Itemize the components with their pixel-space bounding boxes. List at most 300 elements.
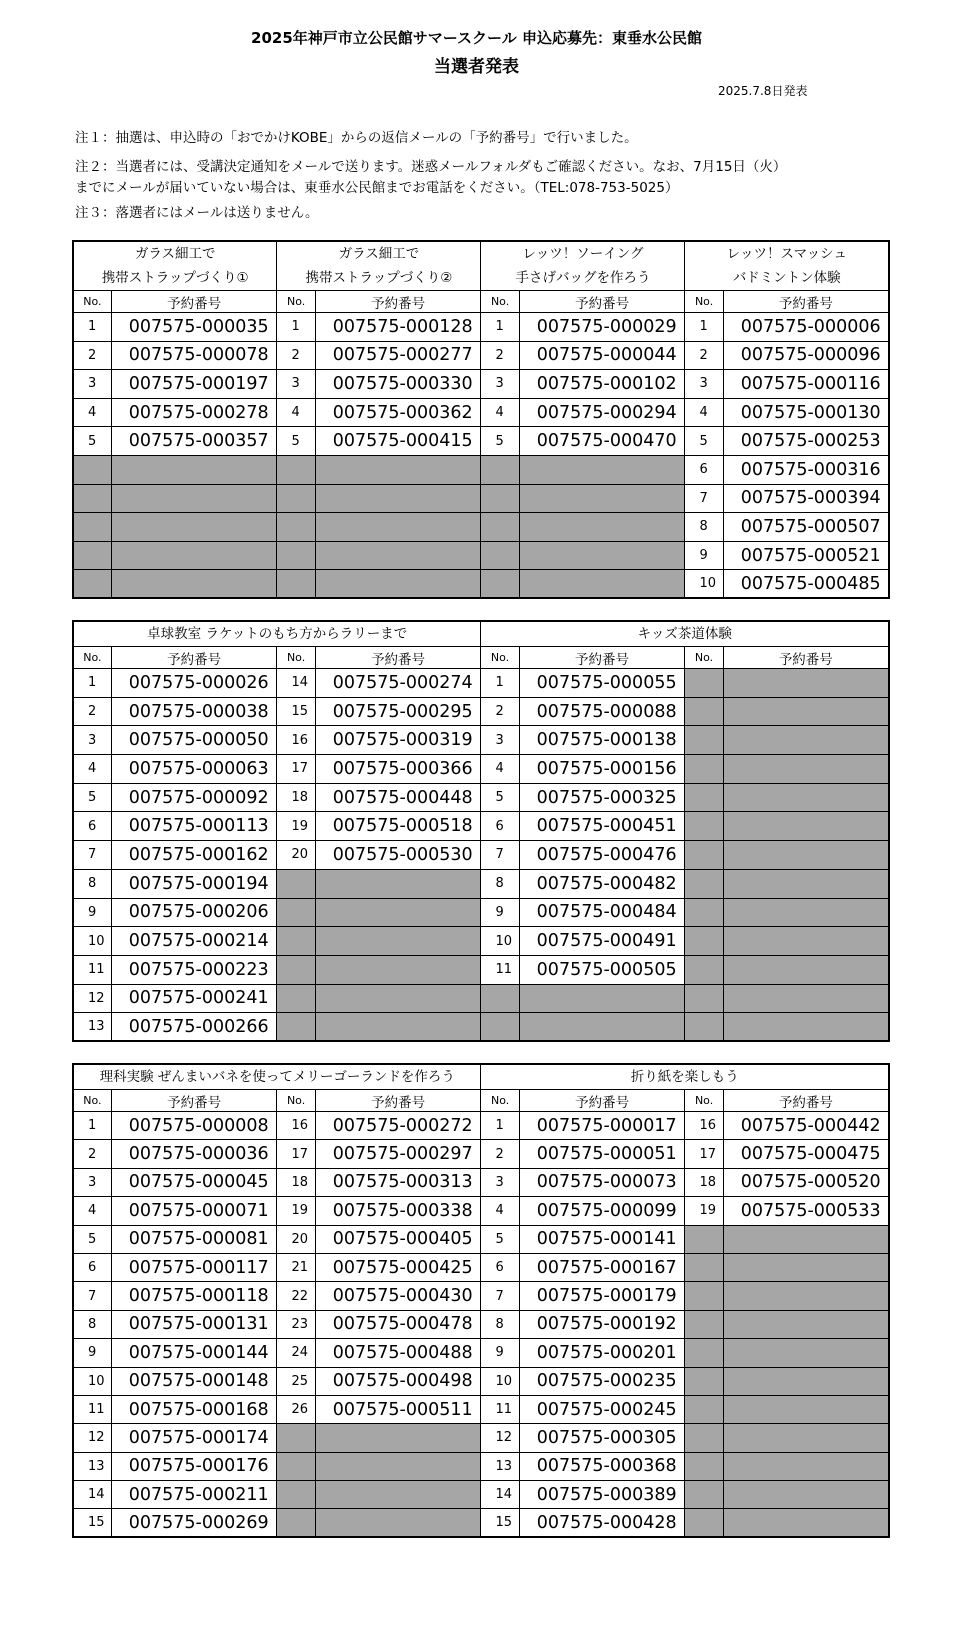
empty-cell (315, 455, 481, 484)
table-row (73, 313, 889, 342)
table-row (73, 1339, 889, 1367)
course-title: レッツ！スマッシュ (685, 241, 889, 266)
row-number: 5 (73, 783, 111, 812)
reservation-number: 007575-000521 (723, 541, 889, 570)
row-number: 20 (277, 1225, 315, 1253)
row-number: 2 (73, 697, 111, 726)
row-number: 10 (481, 1367, 519, 1395)
row-number: 26 (277, 1395, 315, 1423)
reservation-number: 007575-000138 (519, 726, 685, 755)
empty-cell (111, 570, 277, 599)
empty-cell (73, 484, 111, 513)
empty-cell (723, 927, 889, 956)
row-number: 2 (481, 1140, 519, 1168)
reservation-number: 007575-000269 (111, 1509, 277, 1537)
empty-cell (685, 669, 723, 698)
reservation-number: 007575-000128 (315, 313, 481, 342)
empty-cell (685, 927, 723, 956)
row-number: 14 (481, 1481, 519, 1509)
reservation-number: 007575-000491 (519, 927, 685, 956)
empty-cell (723, 1452, 889, 1480)
table-row (73, 398, 889, 427)
col-no-header: No. (481, 291, 519, 313)
row-number: 9 (685, 541, 723, 570)
empty-cell (723, 841, 889, 870)
reservation-number: 007575-000223 (111, 955, 277, 984)
row-number: 11 (481, 955, 519, 984)
row-number: 12 (73, 984, 111, 1013)
table-row (73, 1452, 889, 1480)
course-title: 携帯ストラップづくり① (73, 266, 277, 291)
empty-cell (723, 1481, 889, 1509)
row-number: 10 (73, 1367, 111, 1395)
reservation-number: 007575-000130 (723, 398, 889, 427)
reservation-number: 007575-000357 (111, 427, 277, 456)
empty-cell (685, 955, 723, 984)
empty-cell (73, 541, 111, 570)
col-reservation-header: 予約番号 (723, 1090, 889, 1112)
course-title: 理科実験 ぜんまいバネを使ってメリーゴーランドを作ろう (73, 1064, 481, 1090)
reservation-number: 007575-000051 (519, 1140, 685, 1168)
reservation-number: 007575-000274 (315, 669, 481, 698)
empty-cell (315, 1424, 481, 1452)
empty-cell (315, 1481, 481, 1509)
row-number: 1 (277, 313, 315, 342)
reservation-number: 007575-000488 (315, 1339, 481, 1367)
empty-cell (519, 455, 685, 484)
empty-cell (519, 513, 685, 542)
empty-cell (685, 1367, 723, 1395)
course-title: ガラス細工で (73, 241, 277, 266)
row-number: 7 (73, 1282, 111, 1310)
empty-cell (723, 755, 889, 784)
table-row (73, 1197, 889, 1225)
course-table-2 (72, 620, 890, 1042)
empty-cell (111, 484, 277, 513)
empty-cell (277, 984, 315, 1013)
reservation-number: 007575-000118 (111, 1282, 277, 1310)
reservation-number: 007575-000117 (111, 1253, 277, 1281)
empty-cell (315, 898, 481, 927)
table-row (73, 1424, 889, 1452)
reservation-number: 007575-000484 (519, 898, 685, 927)
table-row (73, 1509, 889, 1537)
reservation-number: 007575-000362 (315, 398, 481, 427)
reservation-number: 007575-000476 (519, 841, 685, 870)
row-number: 1 (481, 1112, 519, 1140)
course-title: ガラス細工で (277, 241, 481, 266)
reservation-number: 007575-000167 (519, 1253, 685, 1281)
reservation-number: 007575-000214 (111, 927, 277, 956)
row-number: 9 (73, 1339, 111, 1367)
empty-cell (481, 541, 519, 570)
empty-cell (685, 726, 723, 755)
empty-cell (723, 1253, 889, 1281)
reservation-number: 007575-000102 (519, 370, 685, 399)
col-reservation-header: 予約番号 (723, 647, 889, 669)
row-number: 4 (481, 755, 519, 784)
reservation-number: 007575-000096 (723, 341, 889, 370)
row-number: 2 (481, 341, 519, 370)
reservation-number: 007575-000006 (723, 313, 889, 342)
note-2-line-1: 注２：当選者には、受講決定通知をメールで送ります。迷惑メールフォルダもご確認ください。なお、7月15日（火） (75, 159, 787, 175)
row-number: 17 (685, 1140, 723, 1168)
reservation-number: 007575-000038 (111, 697, 277, 726)
row-number: 17 (277, 755, 315, 784)
reservation-number: 007575-000507 (723, 513, 889, 542)
table-row (73, 1367, 889, 1395)
empty-cell (723, 726, 889, 755)
row-number: 15 (481, 1509, 519, 1537)
reservation-number: 007575-000518 (315, 812, 481, 841)
empty-cell (685, 1339, 723, 1367)
reservation-number: 007575-000505 (519, 955, 685, 984)
empty-cell (315, 570, 481, 599)
reservation-number: 007575-000294 (519, 398, 685, 427)
row-number: 3 (73, 1168, 111, 1196)
empty-cell (723, 898, 889, 927)
col-no-header: No. (685, 291, 723, 313)
col-no-header: No. (73, 647, 111, 669)
row-number: 3 (481, 726, 519, 755)
empty-cell (481, 484, 519, 513)
empty-cell (481, 570, 519, 599)
course-title: 携帯ストラップづくり② (277, 266, 481, 291)
row-number: 23 (277, 1310, 315, 1338)
table-row (73, 1168, 889, 1196)
course-title: 手さげバッグを作ろう (481, 266, 685, 291)
table-row (73, 955, 889, 984)
empty-cell (315, 513, 481, 542)
table-row (73, 1225, 889, 1253)
row-number: 14 (277, 669, 315, 698)
row-number: 11 (73, 1395, 111, 1423)
row-number: 18 (685, 1168, 723, 1196)
empty-cell (315, 927, 481, 956)
empty-cell (723, 1509, 889, 1537)
table-row (73, 1013, 889, 1042)
row-number: 17 (277, 1140, 315, 1168)
empty-cell (481, 1013, 519, 1042)
reservation-number: 007575-000278 (111, 398, 277, 427)
row-number: 25 (277, 1367, 315, 1395)
empty-cell (277, 1013, 315, 1042)
empty-cell (685, 898, 723, 927)
reservation-number: 007575-000430 (315, 1282, 481, 1310)
col-no-header: No. (73, 291, 111, 313)
reservation-number: 007575-000366 (315, 755, 481, 784)
empty-cell (723, 984, 889, 1013)
reservation-number: 007575-000008 (111, 1112, 277, 1140)
empty-cell (315, 869, 481, 898)
table-row (73, 755, 889, 784)
row-number: 5 (73, 1225, 111, 1253)
empty-cell (685, 755, 723, 784)
note-3: 注３：落選者にはメールは送りません。 (75, 205, 319, 221)
col-reservation-header: 予約番号 (519, 1090, 685, 1112)
reservation-number: 007575-000063 (111, 755, 277, 784)
row-number: 2 (73, 341, 111, 370)
reservation-number: 007575-000156 (519, 755, 685, 784)
reservation-number: 007575-000325 (519, 783, 685, 812)
empty-cell (685, 841, 723, 870)
row-number: 3 (481, 370, 519, 399)
col-no-header: No. (277, 647, 315, 669)
empty-cell (685, 783, 723, 812)
empty-cell (723, 1424, 889, 1452)
row-number: 13 (73, 1452, 111, 1480)
table-row (73, 1112, 889, 1140)
empty-cell (315, 1013, 481, 1042)
table-row (73, 541, 889, 570)
row-number: 16 (685, 1112, 723, 1140)
row-number: 4 (481, 398, 519, 427)
empty-cell (723, 783, 889, 812)
row-number: 9 (73, 898, 111, 927)
row-number: 5 (277, 427, 315, 456)
row-number: 8 (73, 1310, 111, 1338)
empty-cell (277, 869, 315, 898)
row-number: 8 (685, 513, 723, 542)
empty-cell (723, 955, 889, 984)
row-number: 24 (277, 1339, 315, 1367)
empty-cell (685, 1452, 723, 1480)
empty-cell (723, 1367, 889, 1395)
row-number: 16 (277, 1112, 315, 1140)
row-number: 5 (481, 1225, 519, 1253)
reservation-number: 007575-000425 (315, 1253, 481, 1281)
table-row (73, 697, 889, 726)
reservation-number: 007575-000428 (519, 1509, 685, 1537)
row-number: 19 (685, 1197, 723, 1225)
reservation-number: 007575-000405 (315, 1225, 481, 1253)
table-row (73, 484, 889, 513)
empty-cell (519, 484, 685, 513)
reservation-number: 007575-000272 (315, 1112, 481, 1140)
row-number: 18 (277, 783, 315, 812)
row-number: 1 (685, 313, 723, 342)
reservation-number: 007575-000253 (723, 427, 889, 456)
empty-cell (277, 455, 315, 484)
table-row (73, 1395, 889, 1423)
reservation-number: 007575-000448 (315, 783, 481, 812)
row-number: 4 (73, 398, 111, 427)
table-row (73, 1481, 889, 1509)
empty-cell (277, 484, 315, 513)
empty-cell (277, 927, 315, 956)
row-number: 11 (481, 1395, 519, 1423)
table-row (73, 812, 889, 841)
empty-cell (723, 812, 889, 841)
table-row (73, 1253, 889, 1281)
empty-cell (277, 1481, 315, 1509)
table-row (73, 783, 889, 812)
empty-cell (685, 812, 723, 841)
empty-cell (111, 455, 277, 484)
reservation-number: 007575-000141 (519, 1225, 685, 1253)
reservation-number: 007575-000482 (519, 869, 685, 898)
page-subtitle: 当選者発表 (434, 57, 519, 77)
row-number: 2 (73, 1140, 111, 1168)
empty-cell (519, 1013, 685, 1042)
empty-cell (723, 869, 889, 898)
reservation-number: 007575-000035 (111, 313, 277, 342)
reservation-number: 007575-000045 (111, 1168, 277, 1196)
reservation-number: 007575-000044 (519, 341, 685, 370)
table-row (73, 455, 889, 484)
reservation-number: 007575-000162 (111, 841, 277, 870)
empty-cell (315, 984, 481, 1013)
empty-cell (723, 1225, 889, 1253)
page-title: 2025年神戸市立公民館サマースクール 申込応募先：東垂水公民館 (251, 29, 702, 47)
table-row (73, 669, 889, 698)
empty-cell (685, 1013, 723, 1042)
reservation-number: 007575-000148 (111, 1367, 277, 1395)
col-no-header: No. (73, 1090, 111, 1112)
row-number: 9 (481, 1339, 519, 1367)
row-number: 1 (73, 1112, 111, 1140)
row-number: 1 (481, 669, 519, 698)
course-title: バドミントン体験 (685, 266, 889, 291)
reservation-number: 007575-000192 (519, 1310, 685, 1338)
empty-cell (277, 1509, 315, 1537)
reservation-number: 007575-000081 (111, 1225, 277, 1253)
reservation-number: 007575-000235 (519, 1367, 685, 1395)
row-number: 21 (277, 1253, 315, 1281)
note-2 (75, 157, 786, 199)
reservation-number: 007575-000144 (111, 1339, 277, 1367)
row-number: 7 (685, 484, 723, 513)
row-number: 7 (481, 1282, 519, 1310)
empty-cell (315, 1509, 481, 1537)
row-number: 5 (481, 427, 519, 456)
col-reservation-header: 予約番号 (315, 1090, 481, 1112)
empty-cell (277, 541, 315, 570)
reservation-number: 007575-000113 (111, 812, 277, 841)
row-number: 3 (481, 1168, 519, 1196)
reservation-number: 007575-000368 (519, 1452, 685, 1480)
row-number: 6 (73, 812, 111, 841)
empty-cell (685, 1509, 723, 1537)
row-number: 6 (481, 1253, 519, 1281)
row-number: 12 (73, 1424, 111, 1452)
row-number: 2 (481, 697, 519, 726)
reservation-number: 007575-000389 (519, 1481, 685, 1509)
reservation-number: 007575-000073 (519, 1168, 685, 1196)
row-number: 1 (73, 669, 111, 698)
reservation-number: 007575-000092 (111, 783, 277, 812)
empty-cell (111, 541, 277, 570)
row-number: 2 (685, 341, 723, 370)
col-no-header: No. (481, 1090, 519, 1112)
row-number: 4 (481, 1197, 519, 1225)
empty-cell (723, 697, 889, 726)
course-title: キッズ茶道体験 (481, 621, 889, 647)
row-number: 12 (481, 1424, 519, 1452)
reservation-number: 007575-000029 (519, 313, 685, 342)
empty-cell (685, 1481, 723, 1509)
reservation-number: 007575-000245 (519, 1395, 685, 1423)
table-row (73, 927, 889, 956)
reservation-number: 007575-000305 (519, 1424, 685, 1452)
col-reservation-header: 予約番号 (111, 647, 277, 669)
note-2-line-2: までにメールが届いていない場合は、東垂水公民館までお電話をください。（TEL:078-753-5025） (75, 180, 679, 196)
empty-cell (73, 455, 111, 484)
col-no-header: No. (685, 647, 723, 669)
row-number: 13 (481, 1452, 519, 1480)
reservation-number: 007575-000277 (315, 341, 481, 370)
table-row (73, 570, 889, 599)
row-number: 13 (73, 1013, 111, 1042)
publish-date: 2025.7.8日発表 (718, 84, 808, 98)
empty-cell (315, 955, 481, 984)
table-row (73, 370, 889, 399)
reservation-number: 007575-000131 (111, 1310, 277, 1338)
reservation-number: 007575-000174 (111, 1424, 277, 1452)
reservation-number: 007575-000017 (519, 1112, 685, 1140)
table-row (73, 341, 889, 370)
reservation-number: 007575-000470 (519, 427, 685, 456)
table-row (73, 869, 889, 898)
reservation-number: 007575-000415 (315, 427, 481, 456)
table-row (73, 984, 889, 1013)
row-number: 11 (73, 955, 111, 984)
reservation-number: 007575-000330 (315, 370, 481, 399)
row-number: 1 (481, 313, 519, 342)
col-reservation-header: 予約番号 (315, 291, 481, 313)
row-number: 14 (73, 1481, 111, 1509)
reservation-number: 007575-000533 (723, 1197, 889, 1225)
empty-cell (111, 513, 277, 542)
empty-cell (685, 1282, 723, 1310)
empty-cell (723, 1339, 889, 1367)
empty-cell (519, 570, 685, 599)
row-number: 15 (73, 1509, 111, 1537)
row-number: 4 (685, 398, 723, 427)
empty-cell (519, 984, 685, 1013)
empty-cell (685, 1225, 723, 1253)
table-row (73, 898, 889, 927)
col-no-header: No. (685, 1090, 723, 1112)
row-number: 4 (73, 1197, 111, 1225)
table-row (73, 427, 889, 456)
empty-cell (481, 984, 519, 1013)
reservation-number: 007575-000451 (519, 812, 685, 841)
row-number: 6 (73, 1253, 111, 1281)
row-number: 3 (277, 370, 315, 399)
table-row (73, 1282, 889, 1310)
row-number: 3 (73, 370, 111, 399)
reservation-number: 007575-000071 (111, 1197, 277, 1225)
course-title: 卓球教室 ラケットのもち方からラリーまで (73, 621, 481, 647)
reservation-number: 007575-000168 (111, 1395, 277, 1423)
reservation-number: 007575-000201 (519, 1339, 685, 1367)
table-row (73, 513, 889, 542)
table-row (73, 841, 889, 870)
empty-cell (685, 1424, 723, 1452)
reservation-number: 007575-000055 (519, 669, 685, 698)
reservation-number: 007575-000026 (111, 669, 277, 698)
empty-cell (685, 1310, 723, 1338)
col-reservation-header: 予約番号 (315, 647, 481, 669)
row-number: 5 (685, 427, 723, 456)
row-number: 16 (277, 726, 315, 755)
col-reservation-header: 予約番号 (111, 291, 277, 313)
empty-cell (315, 541, 481, 570)
empty-cell (277, 1424, 315, 1452)
col-reservation-header: 予約番号 (519, 647, 685, 669)
col-reservation-header: 予約番号 (111, 1090, 277, 1112)
